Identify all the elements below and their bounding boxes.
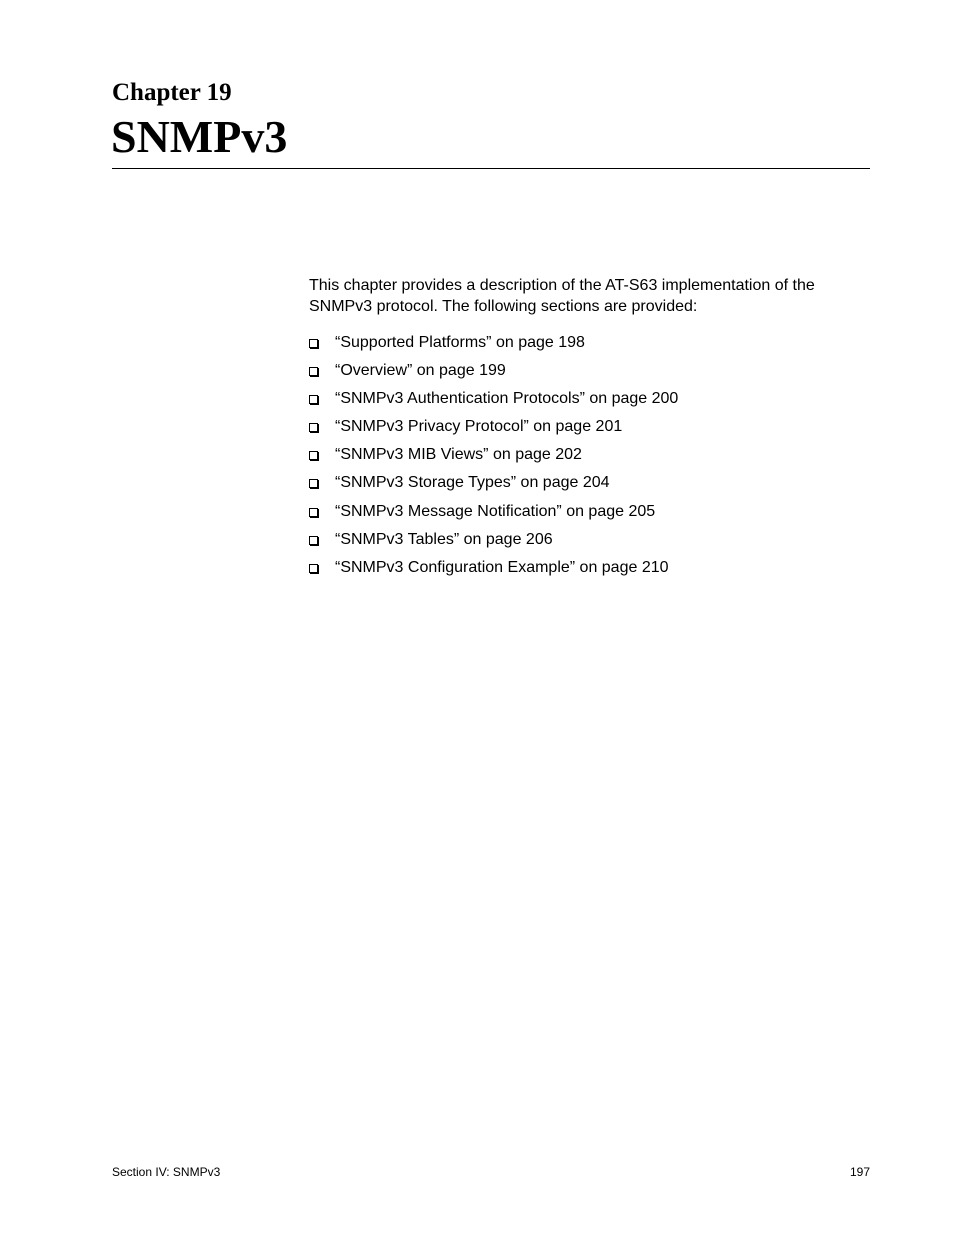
checkbox-bullet-icon: [309, 339, 318, 348]
section-link-privacy-protocol[interactable]: [309, 416, 678, 444]
section-link-authentication-protocols[interactable]: [309, 388, 678, 416]
section-link-storage-types[interactable]: [309, 472, 678, 500]
checkbox-bullet-icon: [309, 479, 318, 488]
checkbox-bullet-icon: [309, 451, 318, 460]
footer-section-title: Section IV: SNMPv3: [112, 1165, 221, 1179]
section-link-label: “SNMPv3 MIB Views” on page 202: [335, 446, 582, 464]
section-link-label: “SNMPv3 Message Notification” on page 205: [335, 502, 656, 520]
section-link-overview[interactable]: [309, 360, 678, 388]
section-link-label: “Overview” on page 199: [335, 362, 506, 380]
section-link-label: “SNMPv3 Privacy Protocol” on page 201: [335, 418, 623, 436]
section-link-configuration-example[interactable]: [309, 557, 678, 585]
section-link-message-notification[interactable]: [309, 501, 678, 529]
checkbox-bullet-icon: [309, 508, 318, 517]
section-link-supported-platforms[interactable]: [309, 332, 678, 360]
checkbox-bullet-icon: [309, 395, 318, 404]
section-list: [309, 332, 678, 585]
footer-page-number: 197: [849, 1165, 870, 1179]
section-link-tables[interactable]: [309, 529, 678, 557]
section-link-label: “SNMPv3 Authentication Protocols” on page 200: [335, 390, 679, 408]
chapter-title: SNMPv3: [111, 111, 288, 162]
checkbox-bullet-icon: [309, 536, 318, 545]
section-link-label: “Supported Platforms” on page 198: [335, 334, 585, 351]
section-link-label: “SNMPv3 Configuration Example” on page 210: [335, 558, 669, 576]
checkbox-bullet-icon: [309, 367, 318, 376]
chapter-label: Chapter 19: [112, 79, 232, 106]
section-link-label: “SNMPv3 Tables” on page 206: [335, 530, 553, 548]
section-link-mib-views[interactable]: [309, 444, 678, 472]
checkbox-bullet-icon: [309, 423, 318, 432]
checkbox-bullet-icon: [309, 564, 318, 573]
section-link-label: “SNMPv3 Storage Types” on page 204: [335, 474, 610, 492]
intro-paragraph: This chapter provides a description of the AT-S63 implementation of the SNMPv3 protocol. The following sections are provided:: [309, 277, 815, 315]
title-divider: [112, 168, 870, 169]
